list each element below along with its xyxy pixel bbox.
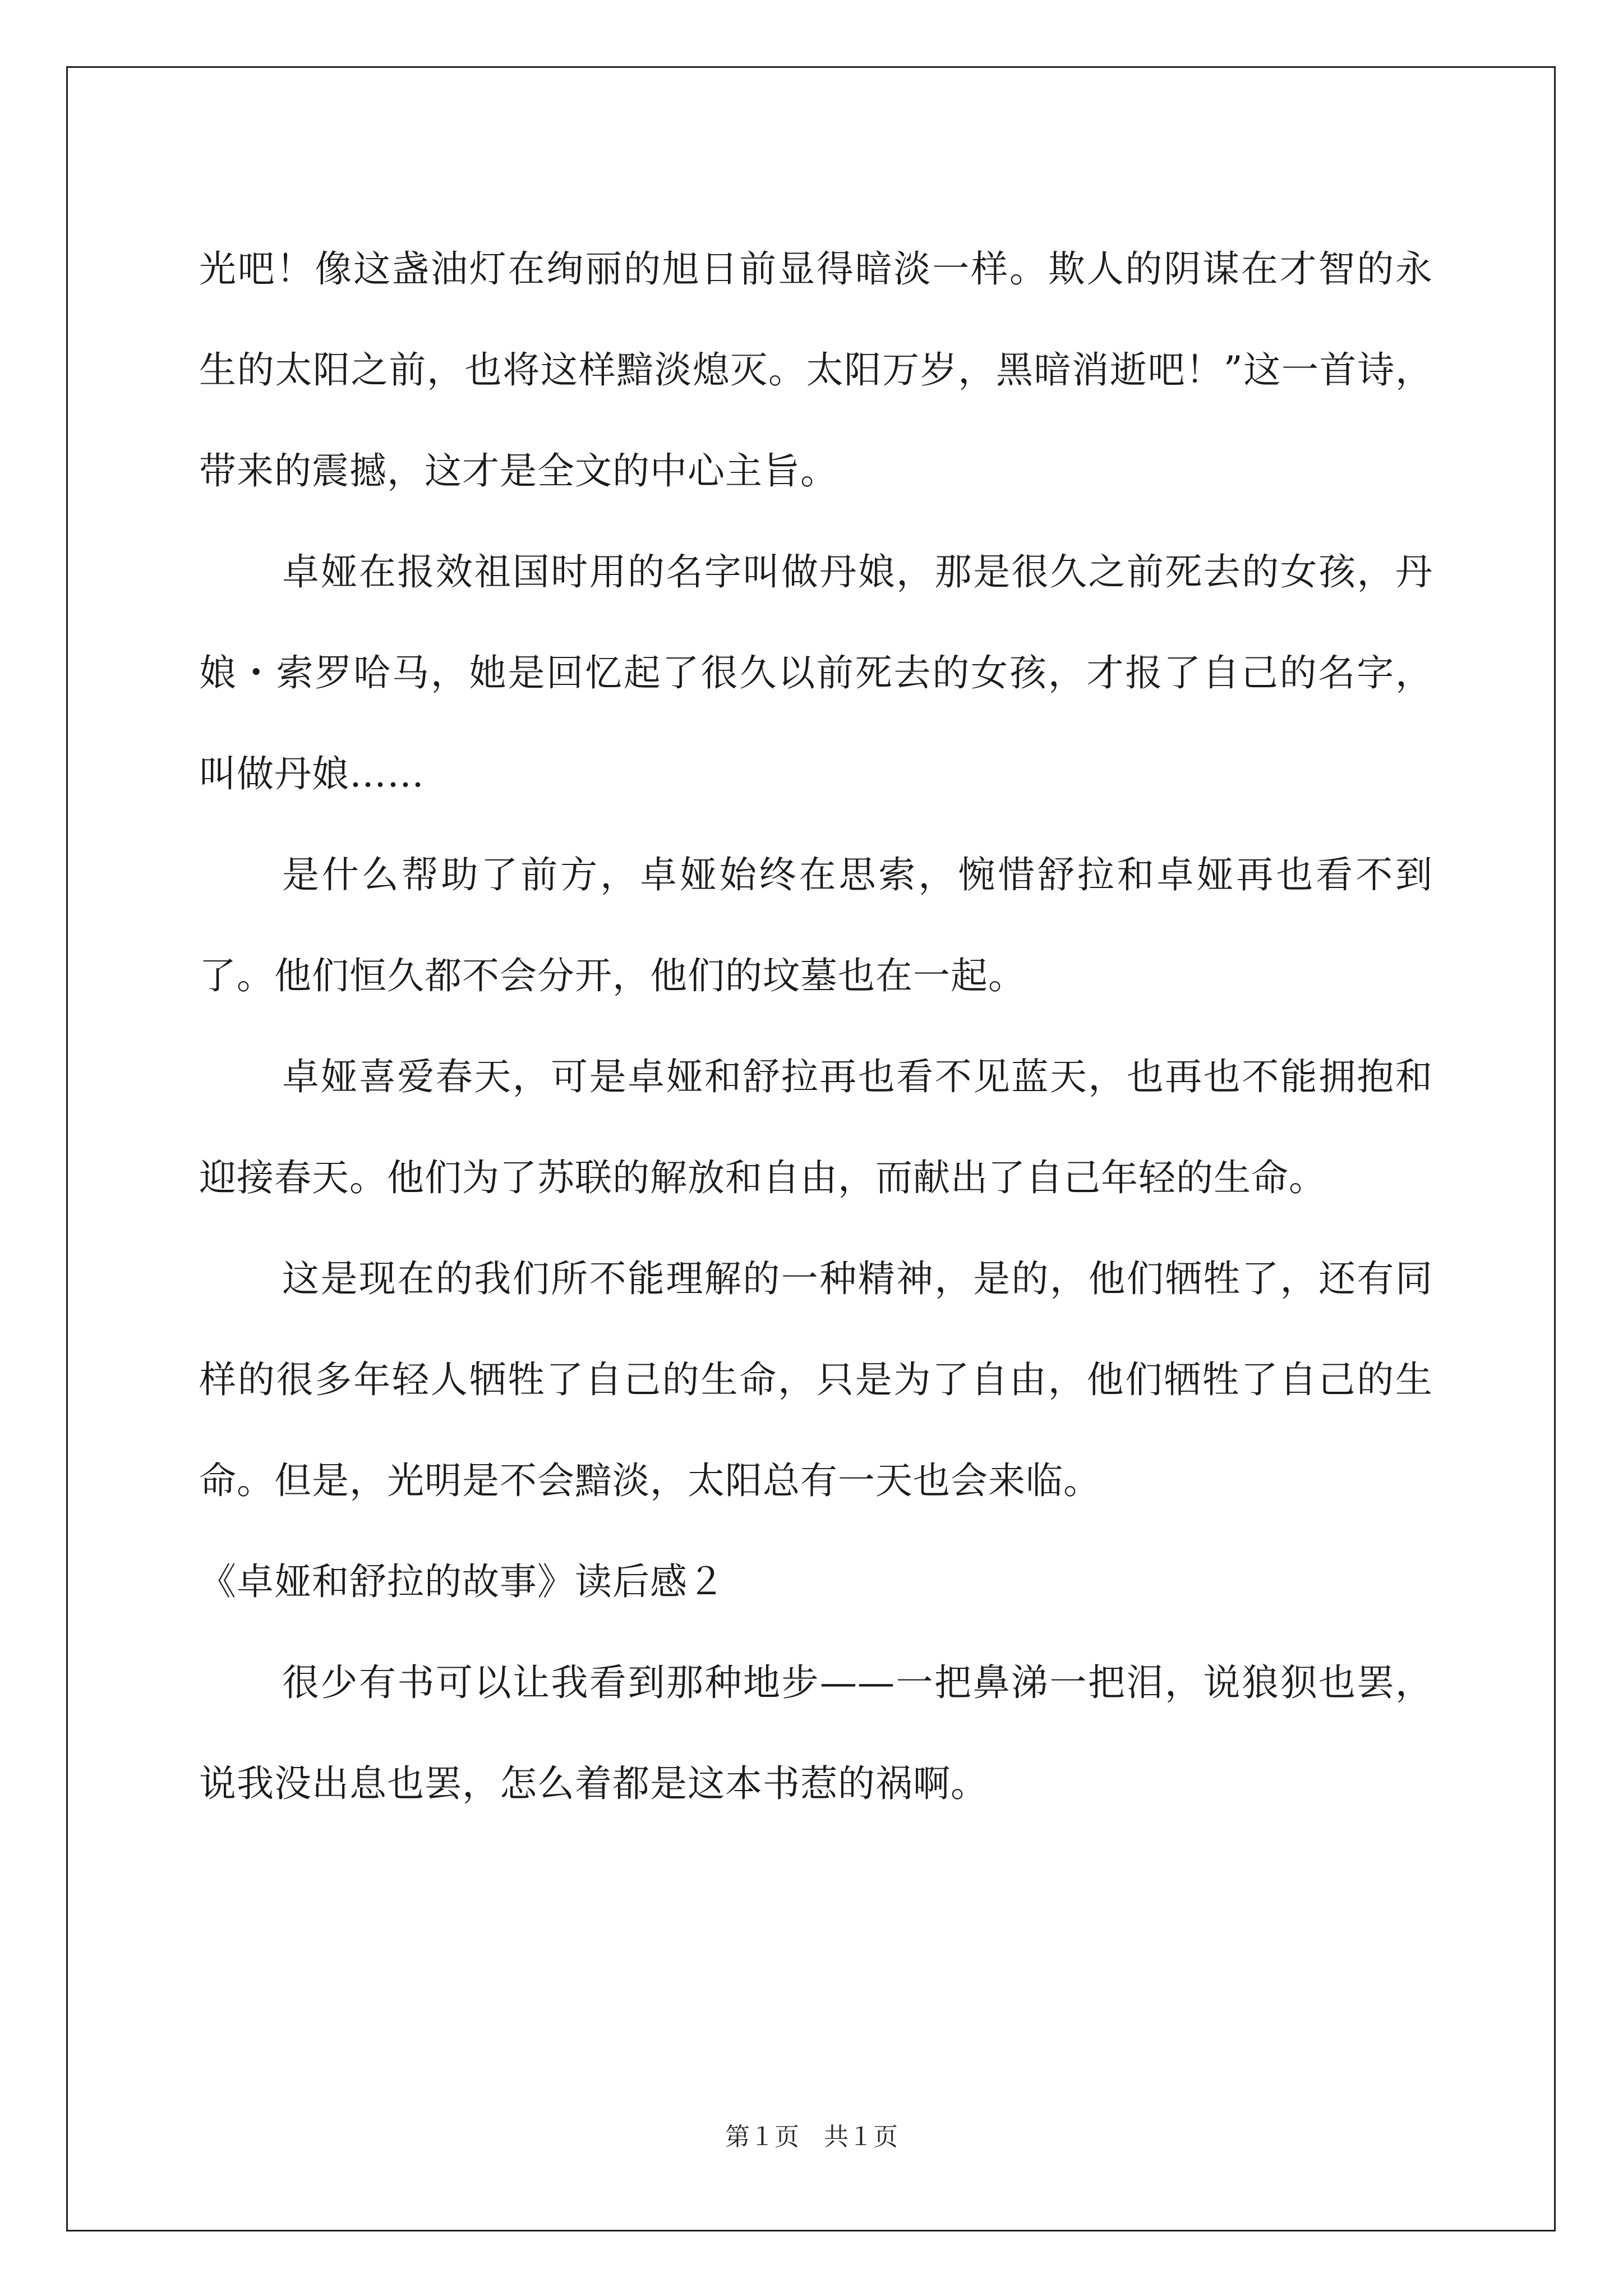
section-title: 《卓娅和舒拉的故事》读后感２: [199, 1560, 725, 1603]
paragraph: 很少有书可以让我看到那种地步——一把鼻涕一把泪，说狼狈也罢，说我没出息也罢，怎么着都是这本书惹的祸啊。: [199, 1661, 1433, 1805]
paragraph: 光吧！像这盏油灯在绚丽的旭日前显得暗淡一样。欺人的阴谋在才智的永生的太阳之前，也将这样黯淡熄灭。太阳万岁，黑暗消逝吧！”这一首诗，带来的震撼，这才是全文的中心主旨。: [199, 247, 1433, 493]
paragraph: 卓娅在报效祖国时用的名字叫做丹娘，那是很久之前死去的女孩，丹娘・索罗哈马，她是回忆起了很久以前死去的女孩，才报了自己的名字，叫做丹娘……: [199, 550, 1433, 795]
paragraph: 卓娅喜爱春天，可是卓娅和舒拉再也看不见蓝天，也再也不能拥抱和迎接春天。他们为了苏联的解放和自由，而献出了自己年轻的生命。: [199, 1055, 1433, 1199]
document-body: [199, 219, 1433, 2148]
paragraph: 这是现在的我们所不能理解的一种精神，是的，他们牺牲了，还有同样的很多年轻人牺牲了自己的生命，只是为了自由，他们牺牲了自己的生命。但是，光明是不会黯淡，太阳总有一天也会来临。: [199, 1257, 1433, 1502]
page-total: 共１页: [824, 2123, 898, 2151]
page-footer: [0, 2120, 1623, 2154]
page-number: 第１页: [725, 2123, 799, 2151]
paragraph: 是什么帮助了前方，卓娅始终在思索，惋惜舒拉和卓娅再也看不到了。他们恒久都不会分开，他们的坟墓也在一起。: [199, 853, 1433, 997]
